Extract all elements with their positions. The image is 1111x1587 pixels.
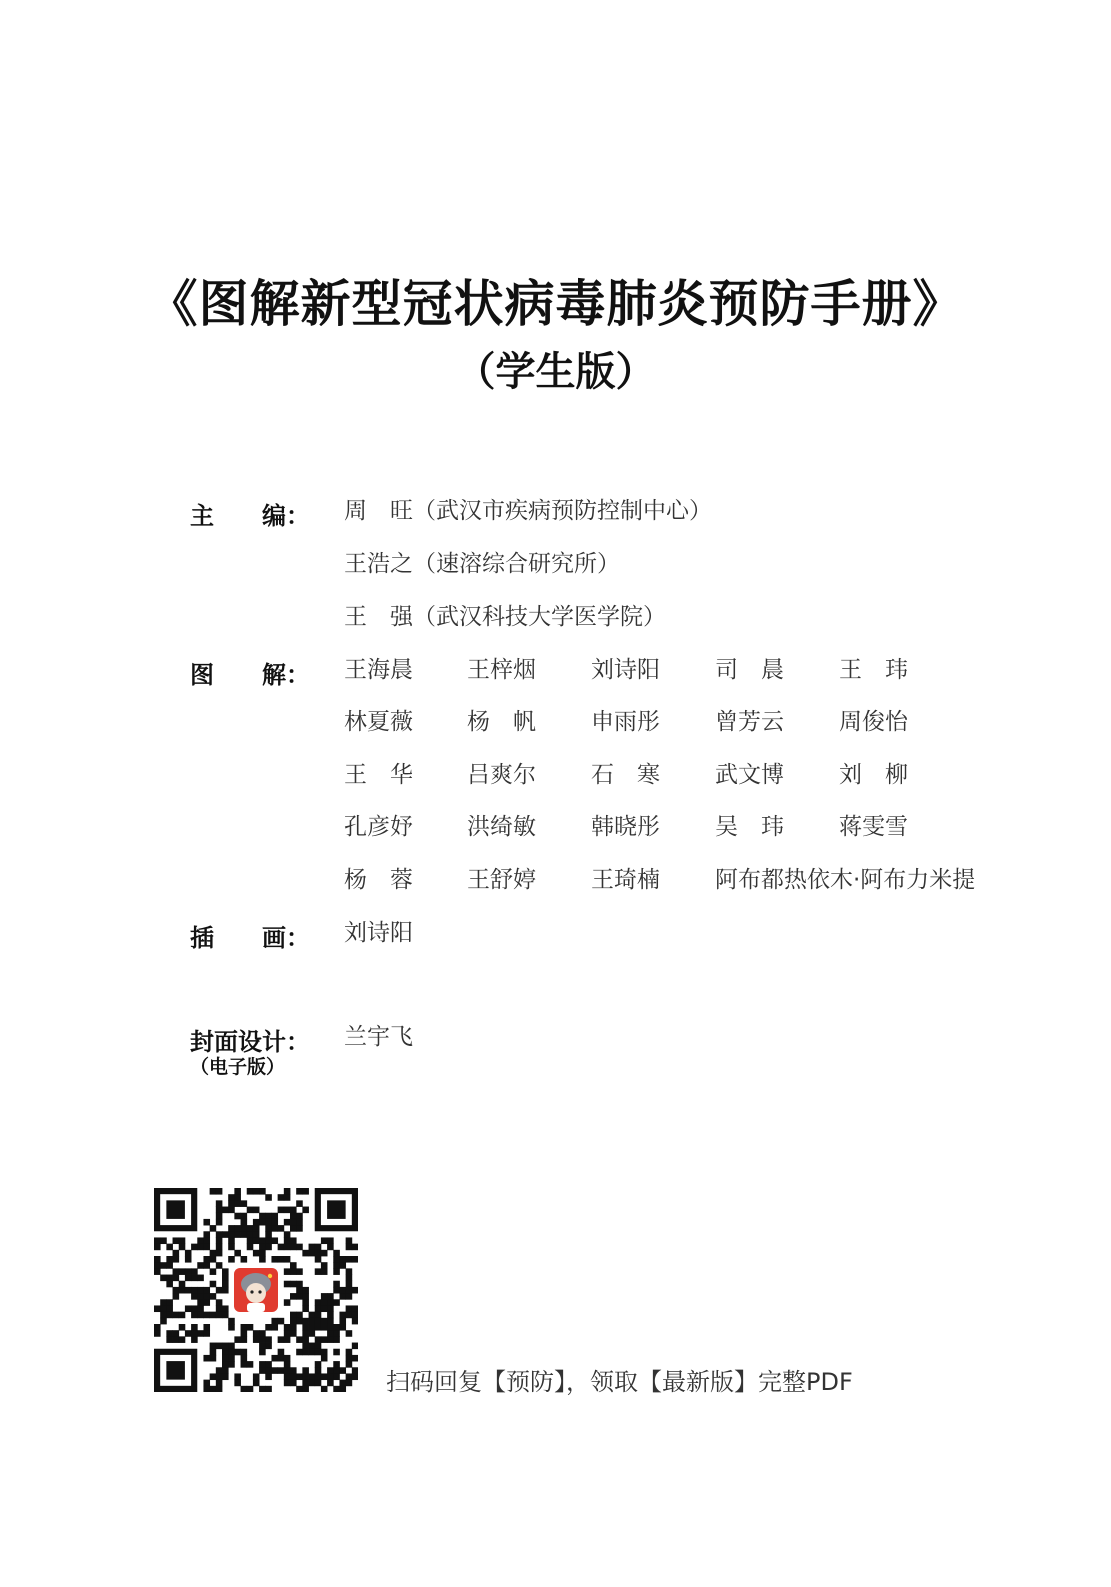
illustrator-name: 王海晨: [344, 657, 413, 683]
illustrator-name: 曾芳云: [715, 709, 784, 735]
illustrator-name: 王 玮: [839, 657, 908, 683]
qr-logo-icon: [230, 1264, 282, 1316]
editor-line-1: 周 旺（武汉市疾病预防控制中心）: [344, 498, 712, 524]
illustrator-name: 刘 柳: [839, 762, 908, 788]
illustrators-label: 图 解：: [190, 661, 310, 689]
editors-label: 主 编：: [190, 502, 310, 530]
drawing-name: 刘诗阳: [344, 920, 413, 946]
illustrator-name: 杨 蓉: [344, 867, 413, 893]
document-title: 《图解新型冠状病毒肺炎预防手册》: [147, 275, 964, 333]
illustrator-name: 王 华: [344, 762, 413, 788]
illustrator-name: 刘诗阳: [591, 657, 660, 683]
illustrator-name: 石 寒: [591, 762, 660, 788]
illustrator-name: 韩晓彤: [591, 814, 660, 840]
qr-finder-pattern: [154, 1349, 197, 1392]
cover-design-sublabel: （电子版）: [190, 1056, 286, 1078]
cover-design-label: 封面设计：: [190, 1028, 310, 1056]
document-subtitle: （学生版）: [455, 349, 656, 395]
qr-finder-pattern: [154, 1188, 197, 1231]
illustrator-name: 王舒婷: [467, 867, 536, 893]
illustrator-name: 孔彦妤: [344, 814, 413, 840]
cover-design-name: 兰宇飞: [344, 1024, 413, 1050]
illustrator-name: 王琦楠: [591, 867, 660, 893]
qr-code-graphic: [154, 1188, 358, 1392]
qr-code[interactable]: [154, 1188, 358, 1392]
illustrator-name: 杨 帆: [467, 709, 536, 735]
illustrator-name: 洪绮敏: [467, 814, 536, 840]
qr-caption: 扫码回复【预防】，领取【最新版】完整PDF: [386, 1368, 853, 1396]
drawing-label: 插 画：: [190, 924, 310, 952]
illustrator-name: 王梓烟: [467, 657, 536, 683]
editor-line-3: 王 强（武汉科技大学医学院）: [344, 604, 666, 630]
illustrator-name: 申雨彤: [591, 709, 660, 735]
illustrator-name: 林夏薇: [344, 709, 413, 735]
illustrator-name: 吴 玮: [715, 814, 784, 840]
illustrator-name: 周俊怡: [839, 709, 908, 735]
editor-line-2: 王浩之（速溶综合研究所）: [344, 551, 620, 577]
illustrator-name: 蒋雯雪: [839, 814, 908, 840]
illustrator-name: 司 晨: [715, 657, 784, 683]
illustrator-name: 武文博: [715, 762, 784, 788]
illustrator-name: 吕爽尔: [467, 762, 536, 788]
illustrator-name: 阿布都热依木·阿布力米提: [715, 867, 976, 893]
qr-finder-pattern: [315, 1188, 358, 1231]
